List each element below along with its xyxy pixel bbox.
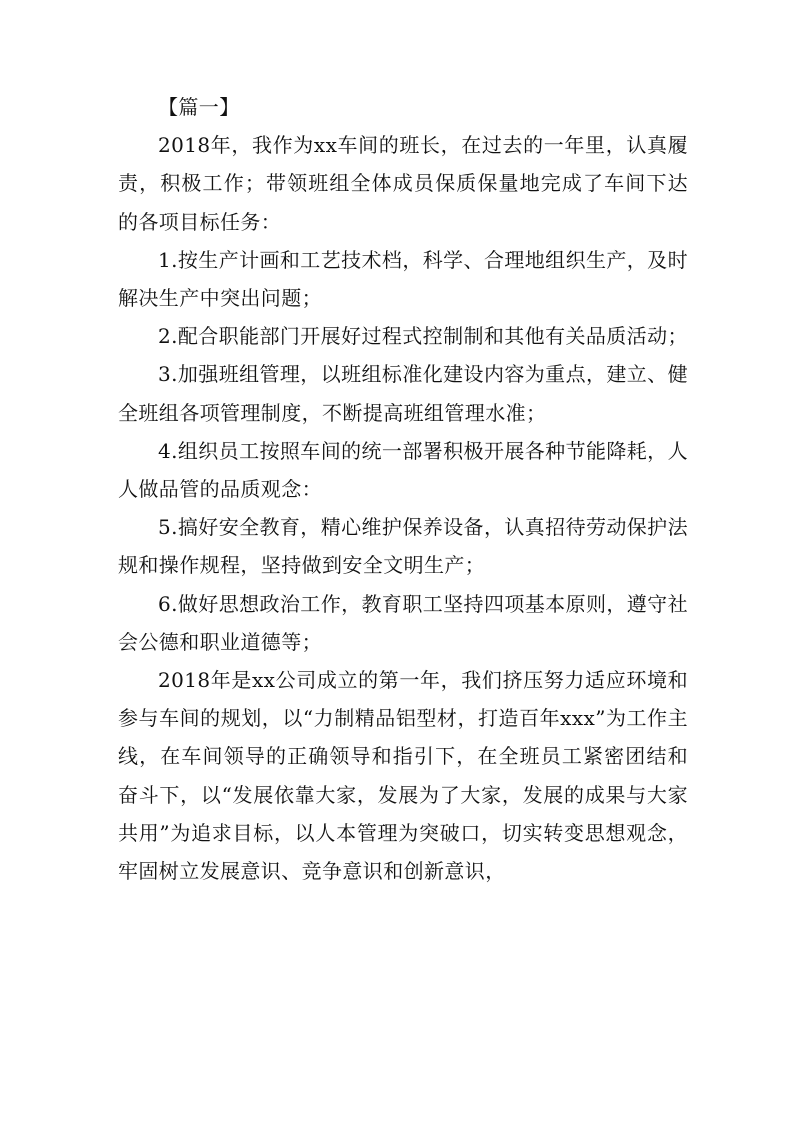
paragraph-item-5: 5.搞好安全教育，精心维护保养设备，认真招待劳动保护法规和操作规程，坚持做到安全文明生产； (118, 515, 688, 578)
paragraph-item-3: 3.加强班组管理，以班组标准化建设内容为重点，建立、健全班组各项管理制度，不断提高班组管理水准； (118, 362, 688, 425)
document-body (118, 88, 688, 890)
paragraph-intro: 2018年，我作为xx车间的班长，在过去的一年里，认真履责，积极工作；带领班组全体成员保质保量地完成了车间下达的各项目标任务： (118, 133, 688, 234)
paragraph-item-4: 4.组织员工按照车间的统一部署积极开展各种节能降耗，人人做品管的品质观念： (118, 438, 688, 502)
paragraph-summary: 2018年是xx公司成立的第一年，我们挤压努力适应环境和参与车间的规划，以“力制精品铝型材，打造百年xxx”为工作主线，在车间领导的正确领导和指引下，在全班员工紧密团结和奋斗下，以“发展依靠大家，发展为了大家，发展的成果与大家共用”为追求目标，以人本管理为突破口，切实转变思想观念，牢固树立发展意识、竞争意识和创新意识， (118, 668, 688, 884)
paragraph-item-2: 2.配合职能部门开展好过程式控制制和其他有关品质活动； (158, 324, 688, 349)
section-heading: 【篇一】 (158, 95, 240, 119)
paragraph-item-6: 6.做好思想政治工作，教育职工坚持四项基本原则，遵守社会公德和职业道德等； (118, 591, 688, 654)
paragraph-item-1: 1.按生产计画和工艺技术档，科学、合理地组织生产，及时解决生产中突出问题； (118, 247, 688, 311)
